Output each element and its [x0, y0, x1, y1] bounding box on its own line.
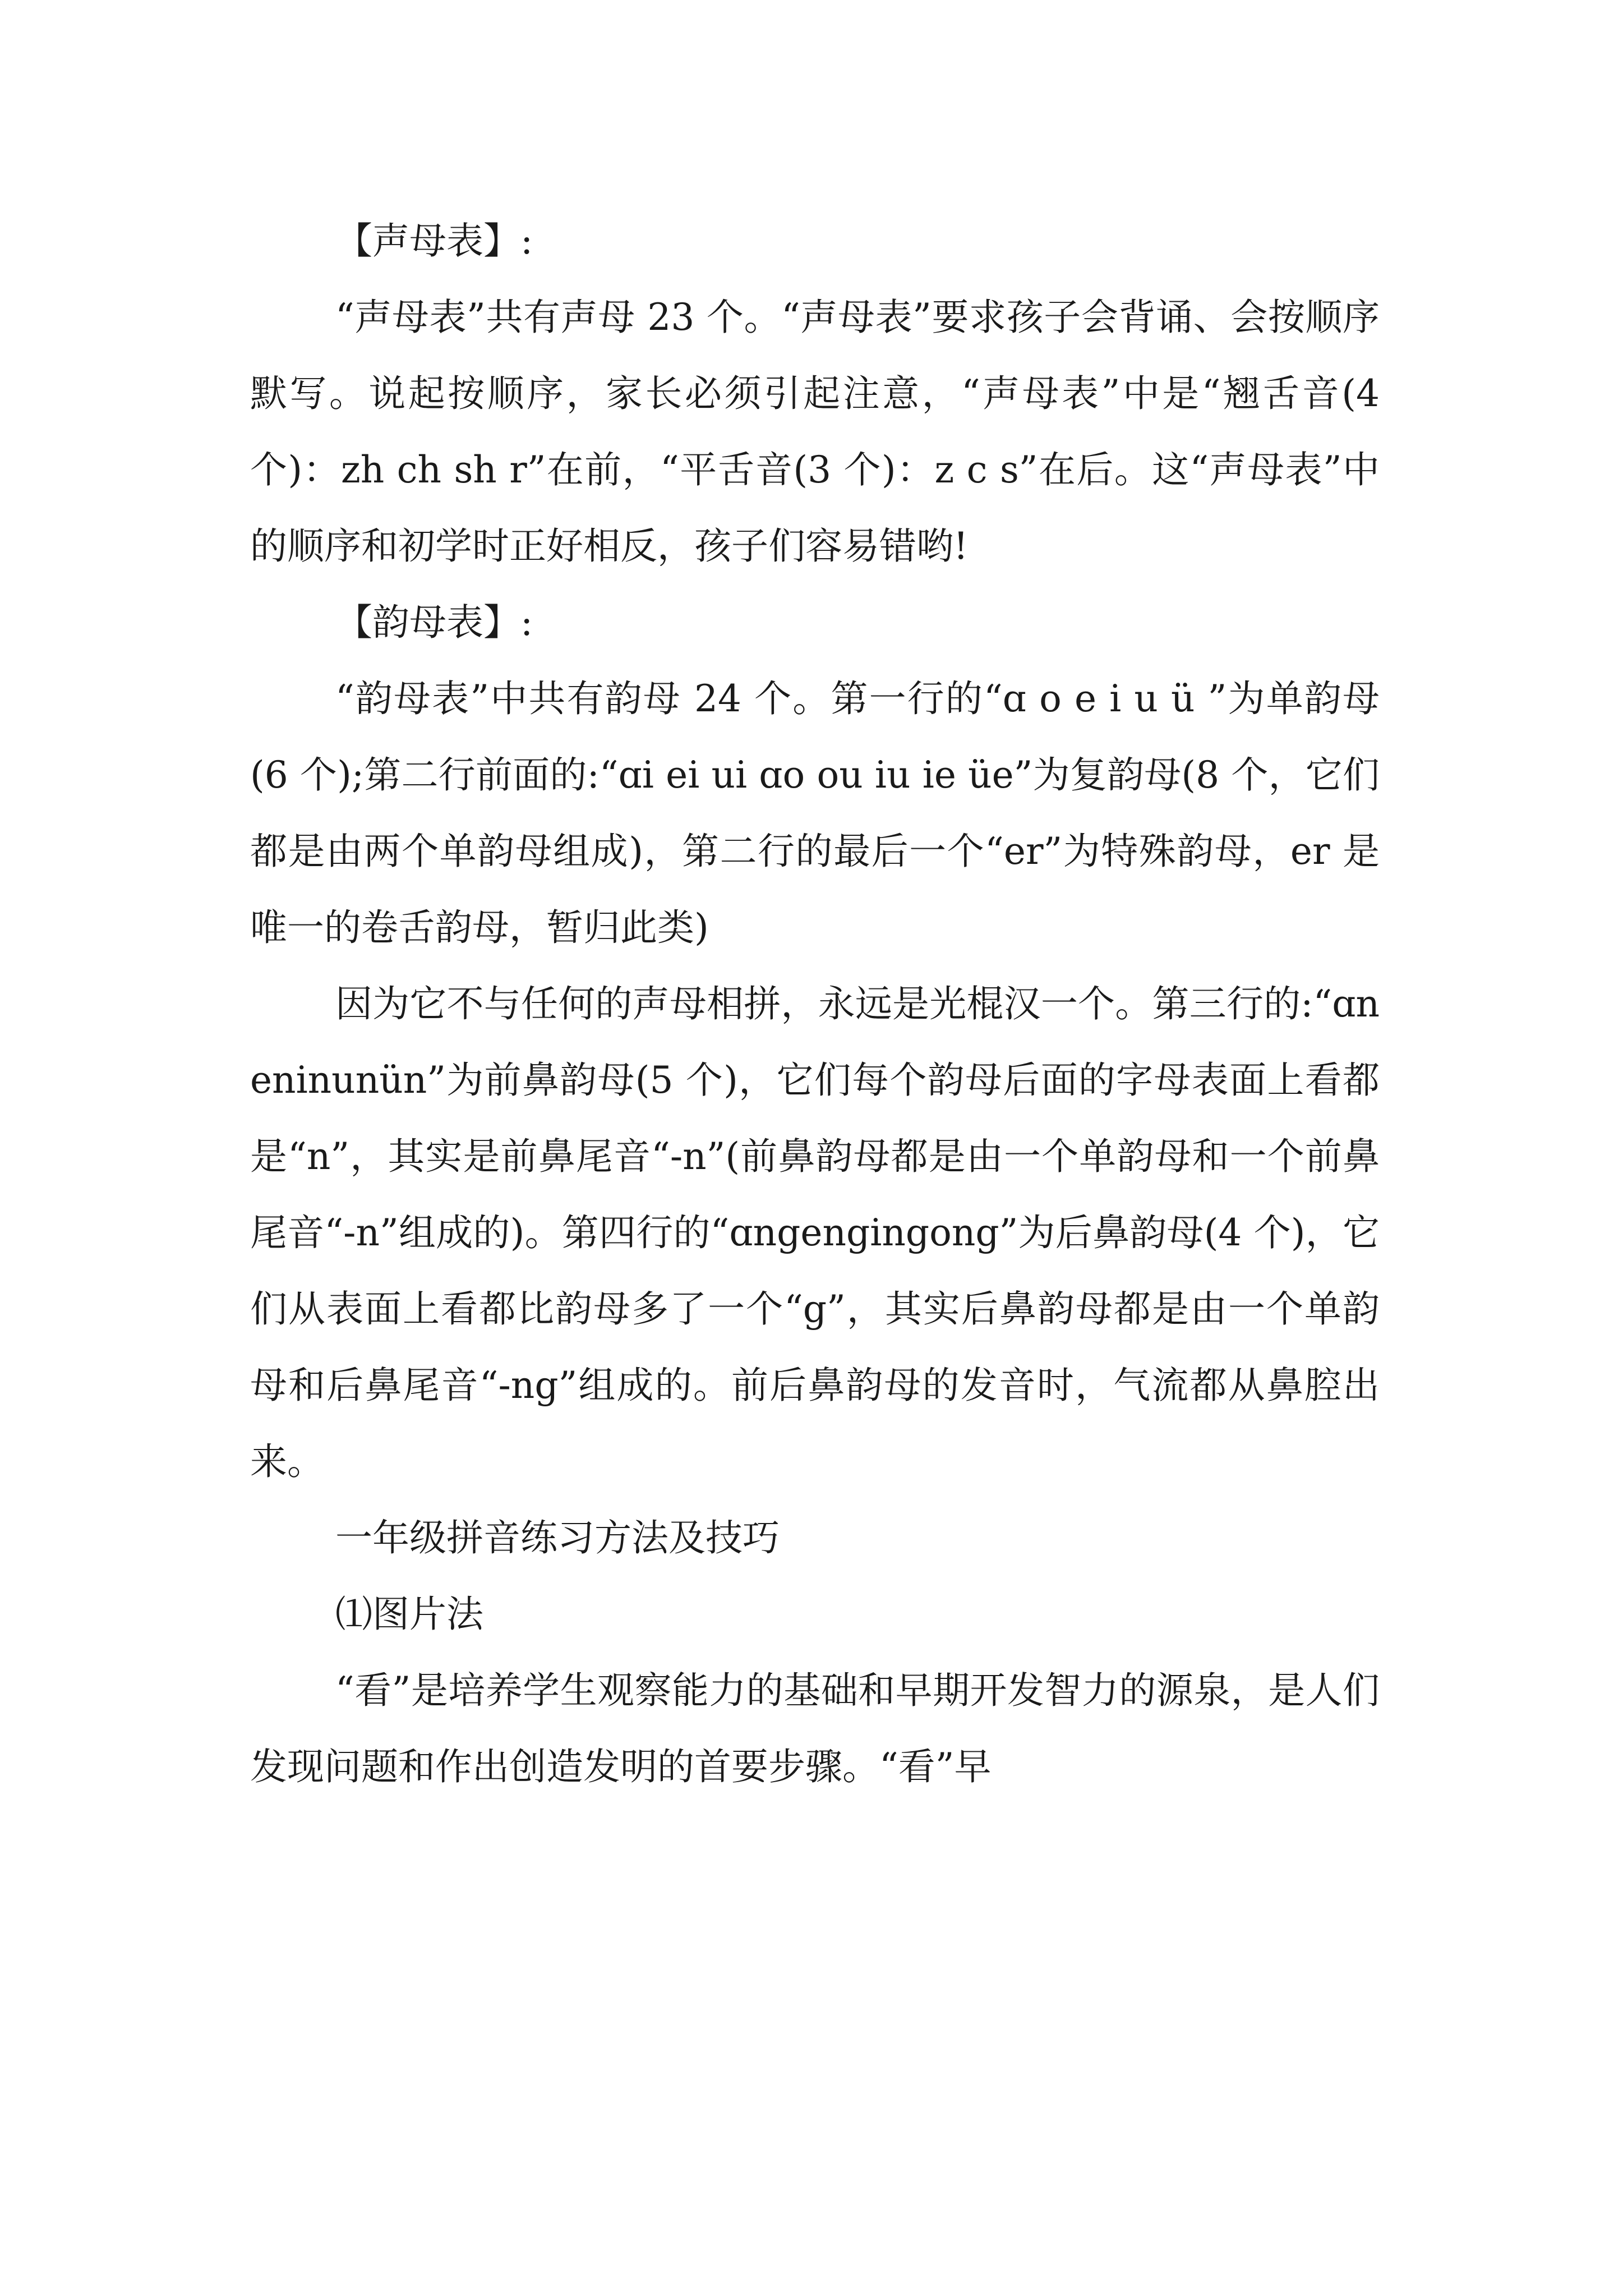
document-body: [250, 203, 1380, 1805]
subheading-picture-method: ⑴图片法: [335, 1593, 483, 1636]
heading-shengmu-table: 【声母表】:: [335, 219, 533, 263]
section-title-practice-methods: 一年级拼音练习方法及技巧: [335, 1516, 780, 1559]
paragraph-shengmu-description: “声母表”共有声母 23 个。“声母表”要求孩子会背诵、会按顺序默写。说起按顺序，家长必须引起注意，“声母表”中是“翘舌音(4 个)：zh ch sh r”在前，“平舌音(3 个)：z c s”在后。这“声母表”中的顺序和初学时正好相反，孩子们容易错哟!: [250, 296, 1380, 568]
heading-yunmu-table: 【韵母表】:: [335, 601, 533, 644]
paragraph-observation: “看”是培养学生观察能力的基础和早期开发智力的源泉，是人们发现问题和作出创造发明的首要步骤。“看”早: [250, 1669, 1380, 1788]
paragraph-yunmu-description: “韵母表”中共有韵母 24 个。第一行的“ɑ o e i u ü ”为单韵母(6 个);第二行前面的:“ɑi ei ui ɑo ou iu ie üe”为复韵母(8 个，它们都是由两个单韵母组成)，第二行的最后一个“er”为特殊韵母，er 是唯一的卷舌韵母，暂归此类): [250, 677, 1380, 949]
paragraph-nasal-finals: 因为它不与任何的声母相拼，永远是光棍汉一个。第三行的:“ɑneninunün”为前鼻韵母(5 个)，它们每个韵母后面的字母表面上看都是“n”，其实是前鼻尾音“-n”(前鼻韵母都是由一个单韵母和一个前鼻尾音“-n”组成的)。第四行的“ɑngengingong”为后鼻韵母(4 个)，它们从表面上看都比韵母多了一个“g”，其实后鼻韵母都是由一个单韵母和后鼻尾音“-ng”组成的。前后鼻韵母的发音时，气流都从鼻腔出来。: [250, 982, 1380, 1483]
